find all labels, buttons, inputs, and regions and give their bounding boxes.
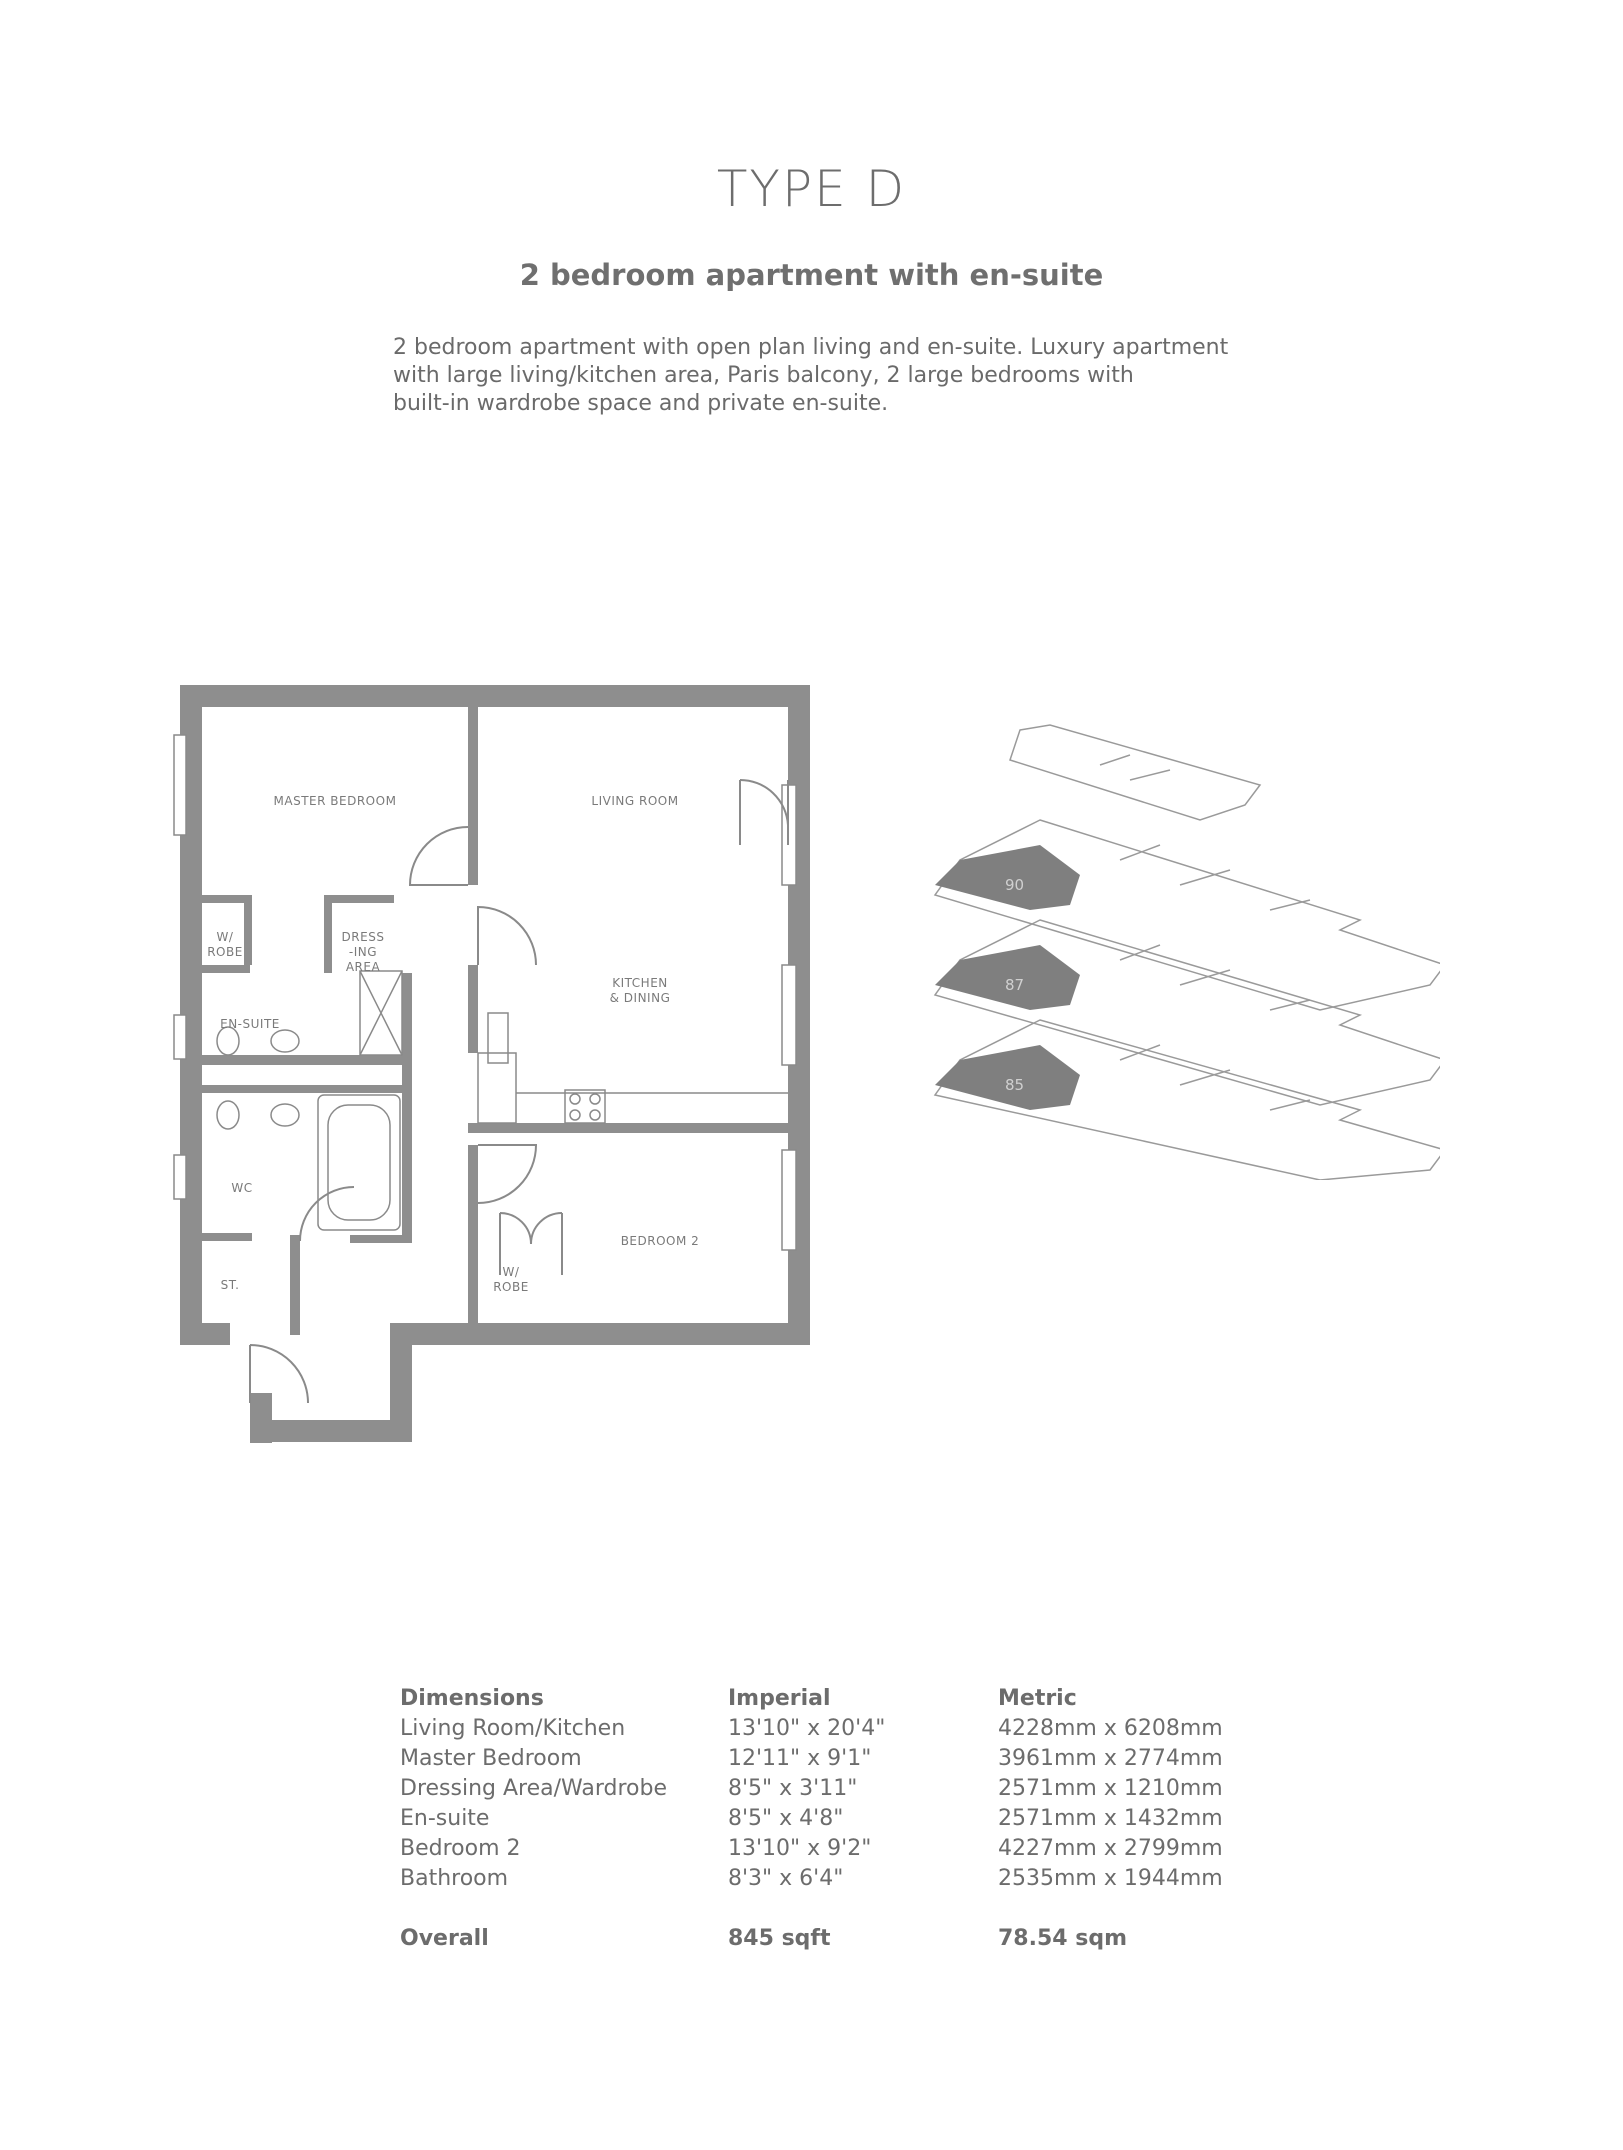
imperial-value: 12'11" x 9'1"	[728, 1745, 872, 1771]
metric-value: 2535mm x 1944mm	[998, 1865, 1223, 1891]
table-row	[400, 1743, 1223, 1773]
room-label-dressing: DRESS	[341, 930, 385, 944]
metric-value: 4227mm x 2799mm	[998, 1835, 1223, 1861]
room-name: Bedroom 2	[400, 1835, 521, 1861]
header-imperial: Imperial	[728, 1685, 831, 1711]
room-label-wc: WC	[231, 1181, 253, 1195]
key-plan-unit-label: 87	[1005, 976, 1025, 994]
room-label-bedroom-2: BEDROOM 2	[620, 1234, 700, 1248]
room-label-wrobe: W/	[216, 930, 234, 944]
room-name: Dressing Area/Wardrobe	[400, 1775, 667, 1801]
header-dimensions: Dimensions	[400, 1685, 544, 1711]
metric-value: 3961mm x 2774mm	[998, 1745, 1223, 1771]
page-subtitle: 2 bedroom apartment with en-suite	[519, 258, 1104, 292]
description-line: built-in wardrobe space and private en-suite.	[393, 391, 889, 416]
imperial-value: 8'5" x 3'11"	[728, 1775, 858, 1801]
room-label-dressing: -ING	[348, 945, 378, 959]
spacer-row	[400, 1893, 1223, 1923]
header-metric: Metric	[998, 1685, 1077, 1711]
imperial-value: 8'5" x 4'8"	[728, 1805, 844, 1831]
room-label-dressing: AREA	[345, 960, 381, 974]
table-row	[400, 1803, 1223, 1833]
room-label-wrobe-2: W/	[502, 1265, 520, 1279]
key-plan-unit-label: 90	[1005, 876, 1025, 894]
room-name: En-suite	[400, 1805, 490, 1831]
fixtures	[217, 971, 788, 1230]
imperial-value: 8'3" x 6'4"	[728, 1865, 844, 1891]
room-name: Living Room/Kitchen	[400, 1715, 626, 1741]
metric-value: 2571mm x 1210mm	[998, 1775, 1223, 1801]
overall-row	[400, 1923, 1223, 1953]
table-row	[400, 1863, 1223, 1893]
room-label-living-room: LIVING ROOM	[591, 794, 679, 808]
description-line: with large living/kitchen area, Paris balcony, 2 large bedrooms with	[393, 363, 1134, 388]
metric-value: 2571mm x 1432mm	[998, 1805, 1223, 1831]
key-plan	[920, 710, 1440, 1180]
room-label-kitchen: KITCHEN	[612, 976, 668, 990]
overall-imperial: 845 sqft	[728, 1925, 831, 1951]
table-row	[400, 1833, 1223, 1863]
imperial-value: 13'10" x 9'2"	[728, 1835, 872, 1861]
windows	[174, 735, 796, 1250]
room-label-en-suite: EN-SUITE	[220, 1017, 280, 1031]
key-plan-unit-label: 85	[1005, 1076, 1025, 1094]
room-name: Master Bedroom	[400, 1745, 582, 1771]
room-label-kitchen-dining: & DINING	[609, 991, 671, 1005]
room-label-master-bedroom: MASTER BEDROOM	[273, 794, 397, 808]
page-title: TYPE D	[716, 160, 907, 218]
dimensions-table	[400, 1683, 1223, 1953]
table-row	[400, 1773, 1223, 1803]
room-label-wrobe: ROBE	[207, 945, 243, 959]
room-label-wrobe-2: ROBE	[493, 1280, 529, 1294]
table-header-row	[400, 1683, 1223, 1713]
room-name: Bathroom	[400, 1865, 509, 1891]
overall-label: Overall	[400, 1925, 489, 1951]
description-line: 2 bedroom apartment with open plan living and en-suite. Luxury apartment	[393, 335, 1229, 360]
table-row	[400, 1713, 1223, 1743]
imperial-value: 13'10" x 20'4"	[728, 1715, 886, 1741]
floor-plan	[170, 675, 820, 1455]
overall-metric: 78.54 sqm	[998, 1925, 1128, 1951]
room-label-store: ST.	[220, 1278, 240, 1292]
metric-value: 4228mm x 6208mm	[998, 1715, 1223, 1741]
description	[393, 334, 1293, 418]
